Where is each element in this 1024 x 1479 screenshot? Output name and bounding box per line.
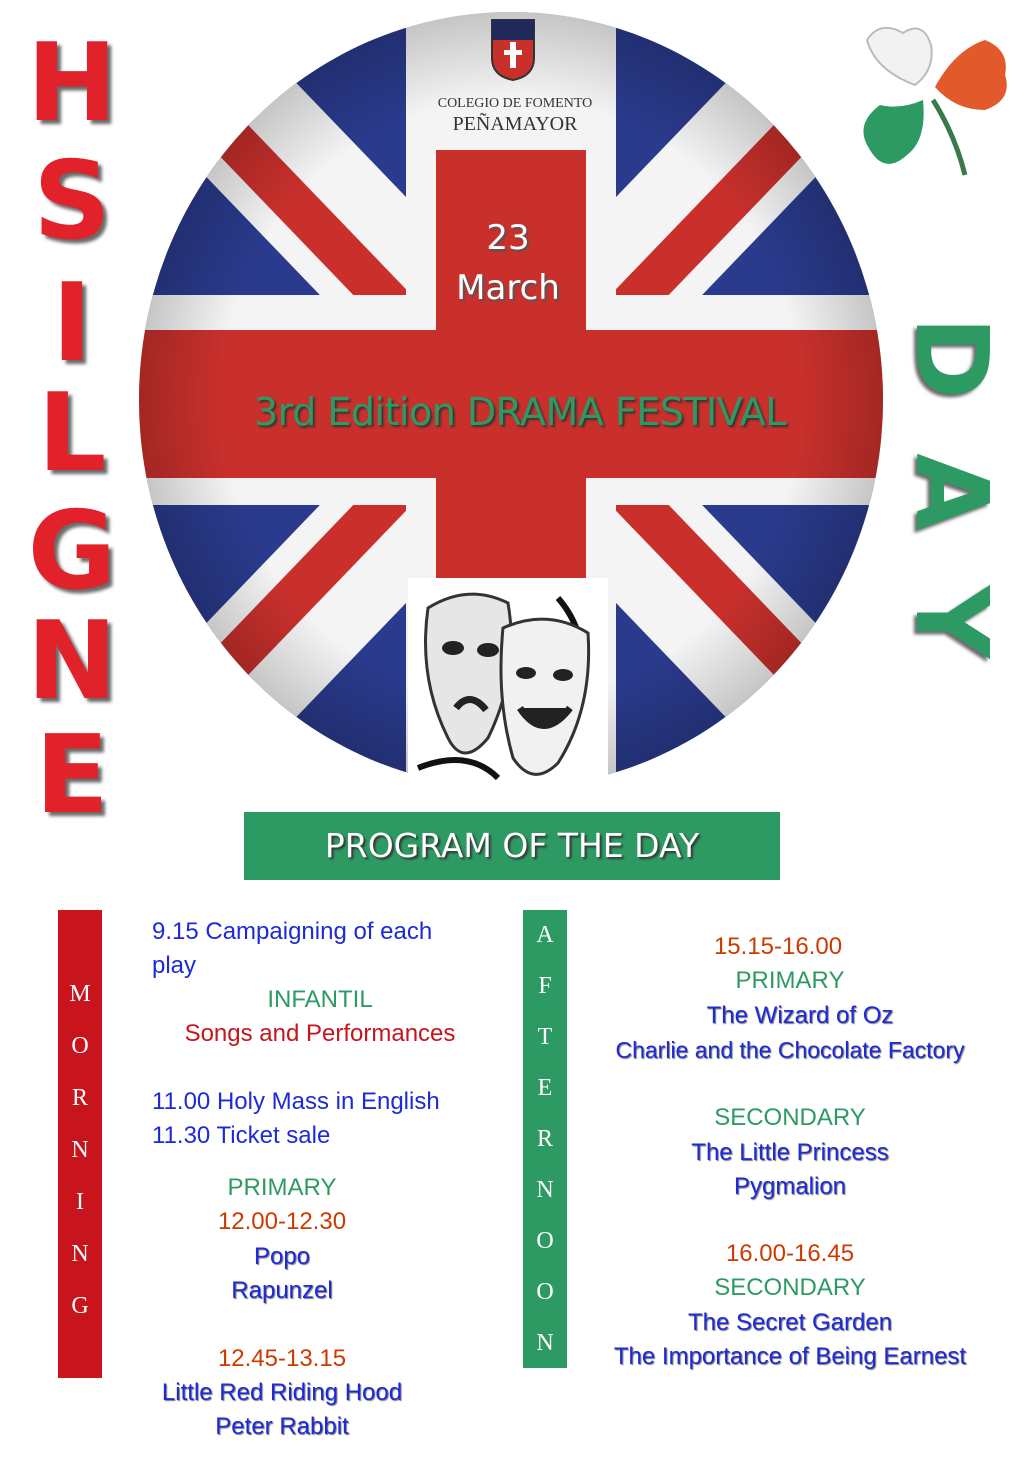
afternoon-play-importance-earnest: The Importance of Being Earnest <box>613 1343 967 1370</box>
drama-masks-icon <box>408 578 608 790</box>
afternoon-time2: 16.00-16.45 <box>725 1240 855 1267</box>
morning-play-red-riding-hood: Little Red Riding Hood <box>161 1379 403 1406</box>
afternoon-letter: O <box>536 1279 554 1305</box>
morning-mass: 11.00 Holy Mass in English <box>152 1088 440 1115</box>
afternoon-letter: O <box>536 1228 554 1254</box>
morning-infantil: INFANTIL <box>267 986 373 1013</box>
english-letter-l: L <box>37 371 107 496</box>
morning-letter: M <box>69 981 91 1007</box>
date-month: March <box>456 268 560 308</box>
morning-letter: N <box>71 1241 89 1267</box>
afternoon-play-little-princess: The Little Princess <box>691 1139 889 1166</box>
afternoon-time1: 15.15-16.00 <box>713 933 843 960</box>
school-name-line2: PEÑAMAYOR <box>452 113 578 135</box>
afternoon-secondary1: SECONDARY <box>714 1104 866 1131</box>
morning-play-peter-rabbit: Peter Rabbit <box>215 1413 349 1440</box>
morning-letter: O <box>71 1033 89 1059</box>
afternoon-letter: E <box>537 1075 553 1101</box>
english-letter-s: S <box>33 139 111 264</box>
school-crest-icon <box>490 18 536 82</box>
morning-letter: G <box>71 1293 89 1319</box>
day-letter-d: D <box>893 316 1010 400</box>
morning-ticket: 11.30 Ticket sale <box>152 1122 331 1149</box>
morning-letter: R <box>71 1085 88 1111</box>
afternoon-letter: N <box>536 1330 554 1356</box>
morning-songs: Songs and Performances <box>184 1020 456 1047</box>
school-logo <box>430 18 600 138</box>
day-letter-a: A <box>893 453 1010 531</box>
morning-time2: 12.45-13.15 <box>217 1345 347 1372</box>
date-day: 23 <box>486 218 530 258</box>
school-name-line1: COLEGIO DE FOMENTO <box>437 96 593 111</box>
afternoon-primary: PRIMARY <box>735 967 845 994</box>
afternoon-play-pygmalion: Pygmalion <box>733 1173 847 1200</box>
afternoon-label <box>523 910 567 1368</box>
day-letter-y: Y <box>893 585 1010 659</box>
festival-title: 3rd Edition DRAMA FESTIVAL <box>253 390 786 434</box>
program-heading: PROGRAM OF THE DAY <box>244 812 780 880</box>
afternoon-secondary2: SECONDARY <box>714 1274 866 1301</box>
english-letter-n: N <box>26 599 118 724</box>
morning-play-popo: Popo <box>253 1243 311 1270</box>
english-letter-h: H <box>26 21 118 146</box>
morning-play-rapunzel: Rapunzel <box>231 1277 333 1304</box>
shamrock-icon <box>845 15 1020 185</box>
morning-primary: PRIMARY <box>227 1174 337 1201</box>
afternoon-letter: N <box>536 1177 554 1203</box>
morning-letter: I <box>76 1189 84 1215</box>
afternoon-play-secret-garden: The Secret Garden <box>687 1309 893 1336</box>
afternoon-letter: A <box>536 922 554 948</box>
english-letter-e: E <box>35 713 109 838</box>
morning-time1: 12.00-12.30 <box>217 1208 347 1235</box>
afternoon-letter: T <box>537 1024 553 1050</box>
afternoon-play-wizard-of-oz: The Wizard of Oz <box>706 1002 894 1029</box>
morning-campaign-line1: 9.15 Campaigning of each <box>152 918 433 945</box>
english-letter-g: G <box>27 489 117 614</box>
morning-campaign-line2: play <box>152 952 197 979</box>
morning-letter: N <box>71 1137 89 1163</box>
english-letter-i: I <box>51 261 93 386</box>
afternoon-letter: F <box>538 973 552 999</box>
afternoon-letter: R <box>536 1126 553 1152</box>
afternoon-play-charlie: Charlie and the Chocolate Factory <box>615 1037 965 1063</box>
